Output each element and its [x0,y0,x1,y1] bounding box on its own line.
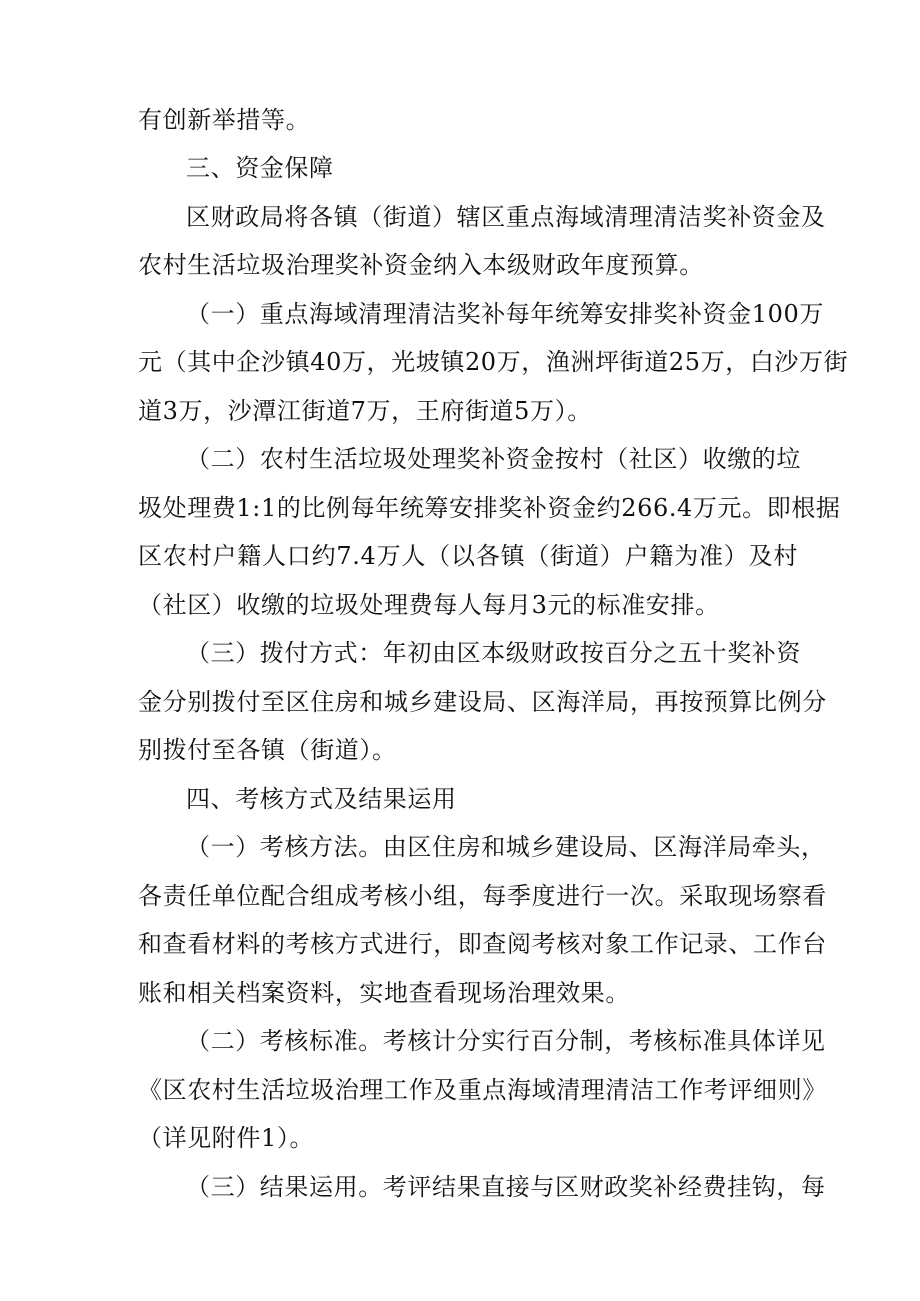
text-line: 金分别拨付至区住房和城乡建设局、区海洋局，再按预算比例分 [138,688,827,716]
text-line: 账和相关档案资料，实地查看现场治理效果。 [138,979,630,1007]
section-heading: 四、考核方式及结果运用 [186,785,457,813]
text-line: （详见附件1）。 [138,1124,315,1152]
text-line: 别拨付至各镇（街道）。 [138,736,397,764]
text-line: （一）考核方法。由区住房和城乡建设局、区海洋局牵头， [186,833,826,861]
text-line: 区财政局将各镇（街道）辖区重点海域清理清洁奖补资金及 [186,203,826,231]
text-line: 圾处理费1:1的比例每年统筹安排奖补资金约266.4万元。即根据 [138,494,841,522]
text-line: （二）农村生活垃圾处理奖补资金按村（社区）收缴的垃 [186,445,801,473]
text-line: 有创新举措等。 [138,106,311,134]
text-line: 《区农村生活垃圾治理工作及重点海域清理清洁工作考评细则》 [138,1076,827,1104]
text-line: （二）考核标准。考核计分实行百分制，考核标准具体详见 [186,1027,826,1055]
text-line: 各责任单位配合组成考核小组，每季度进行一次。采取现场察看 [138,882,827,910]
text-line: 区农村户籍人口约7.4万人（以各镇（街道）户籍为准）及村 [138,542,798,570]
section-heading: 三、资金保障 [186,154,334,182]
text-line: 元（其中企沙镇40万，光坡镇20万，渔洲坪街道25万，白沙万街 [138,348,849,376]
text-line: 和查看材料的考核方式进行，即查阅考核对象工作记录、工作台 [138,930,827,958]
text-line: 农村生活垃圾治理奖补资金纳入本级财政年度预算。 [138,251,704,279]
text-line: （三）拨付方式：年初由区本级财政按百分之五十奖补资 [186,639,801,667]
text-line: 道3万，沙潭江街道7万，王府街道5万）。 [138,397,592,425]
text-line: （一）重点海域清理清洁奖补每年统筹安排奖补资金100万 [186,300,825,328]
text-line: （三）结果运用。考评结果直接与区财政奖补经费挂钩，每 [186,1173,826,1201]
text-line: （社区）收缴的垃圾处理费每人每月3元的标准安排。 [138,591,720,619]
